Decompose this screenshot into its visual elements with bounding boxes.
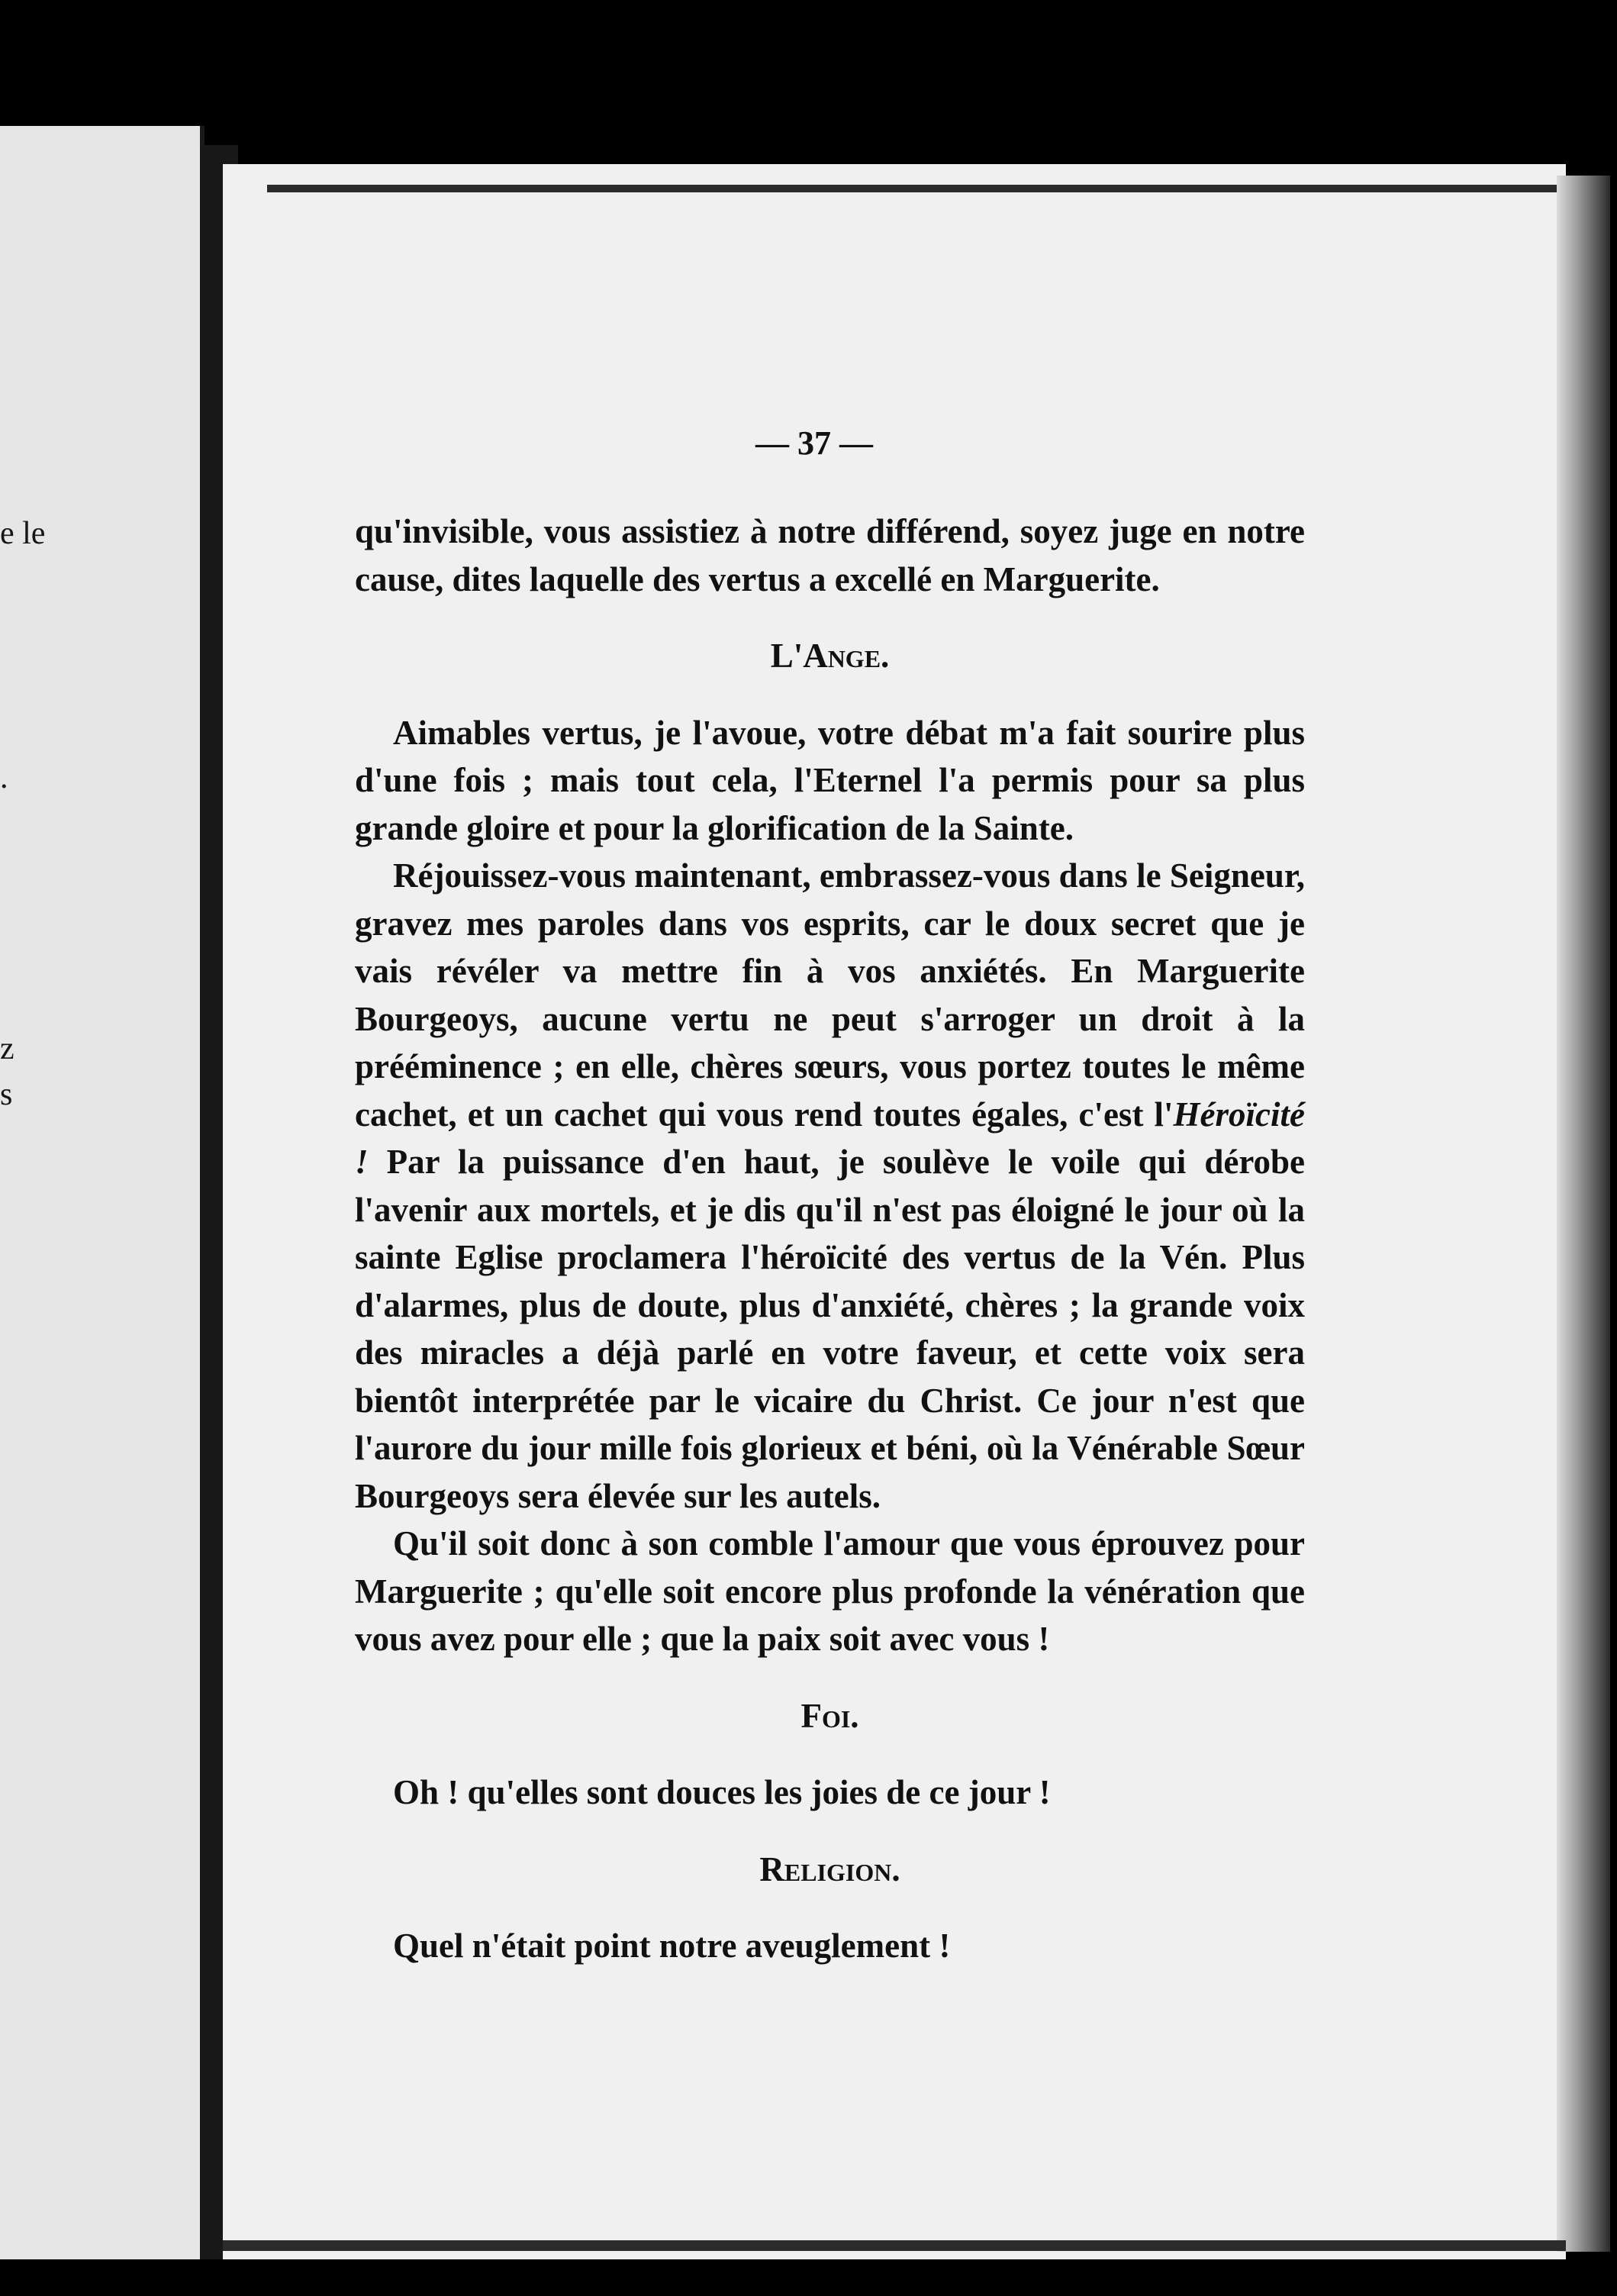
paragraph: Oh ! qu'elles sont douces les joies de ce jour ! <box>393 1773 1051 1811</box>
paragraph-text: Par la puissance d'en haut, je soulève le voile qui dérobe l'avenir aux mortels, et je dis qu'il n'est pas éloigné le jour où la sainte Eglise proclamera l'héroïcité des vertus de la Vén. Plus d'alarmes, plus de doute, plus d'anxiété, chères ; la grande voix des miracles a déjà parlé en votre faveur, et cette voix sera bientôt interprétée par le vicaire du Christ. Ce jour n'est que l'aurore du jour mille fois glorieux et béni, où la Vénérable Sœur Bourgeoys sera élevée sur les autels. <box>355 1143 1305 1515</box>
page-edge <box>1557 176 1610 2252</box>
facing-page-fragment: . <box>0 760 8 795</box>
page-top-border <box>267 185 1557 192</box>
paragraph: qu'invisible, vous assistiez à notre différend, soyez juge en notre cause, dites laquelle des vertus a excellé en Marguerite. <box>355 512 1305 598</box>
paragraph-text: Réjouissez-vous maintenant, embrassez-vous dans le Seigneur, gravez mes paroles dans vos esprits, car le doux secret que je vais révéler va mettre fin à vos anxiétés. En Marguerite Bourgeoys, aucune vertu ne peut s'arroger un droit à la prééminence ; en elle, chères sœurs, vous portez toutes le même cachet, et un cachet qui vous rend toutes égales, c'est l' <box>355 856 1305 1133</box>
page-number: — 37 — <box>755 424 873 462</box>
facing-page <box>0 126 205 2259</box>
speaker-heading: Religion. <box>759 1849 900 1888</box>
paragraph <box>355 852 1305 1520</box>
speaker-heading: Foi. <box>800 1696 859 1735</box>
page-bottom-border <box>223 2240 1566 2251</box>
page-body <box>355 508 1305 1970</box>
facing-page-fragment: e le <box>0 516 46 551</box>
speaker-heading: L'Ange. <box>770 637 890 675</box>
paragraph: Qu'il soit donc à son comble l'amour que vous éprouvez pour Marguerite ; qu'elle soit encore plus profonde la vénération que vous avez pour elle ; que la paix soit avec vous ! <box>355 1524 1305 1658</box>
emphasis-text: Héroïcité ! <box>355 1095 1305 1181</box>
paragraph: Aimables vertus, je l'avoue, votre débat m'a fait sourire plus d'une fois ; mais tout cela, l'Eternel l'a permis pour sa plus grande gloire et pour la glorification de la Sainte. <box>355 713 1305 847</box>
facing-page-fragment: z <box>0 1031 14 1066</box>
facing-page-fragment: s <box>0 1077 13 1112</box>
paragraph: Quel n'était point notre aveuglement ! <box>393 1927 951 1965</box>
